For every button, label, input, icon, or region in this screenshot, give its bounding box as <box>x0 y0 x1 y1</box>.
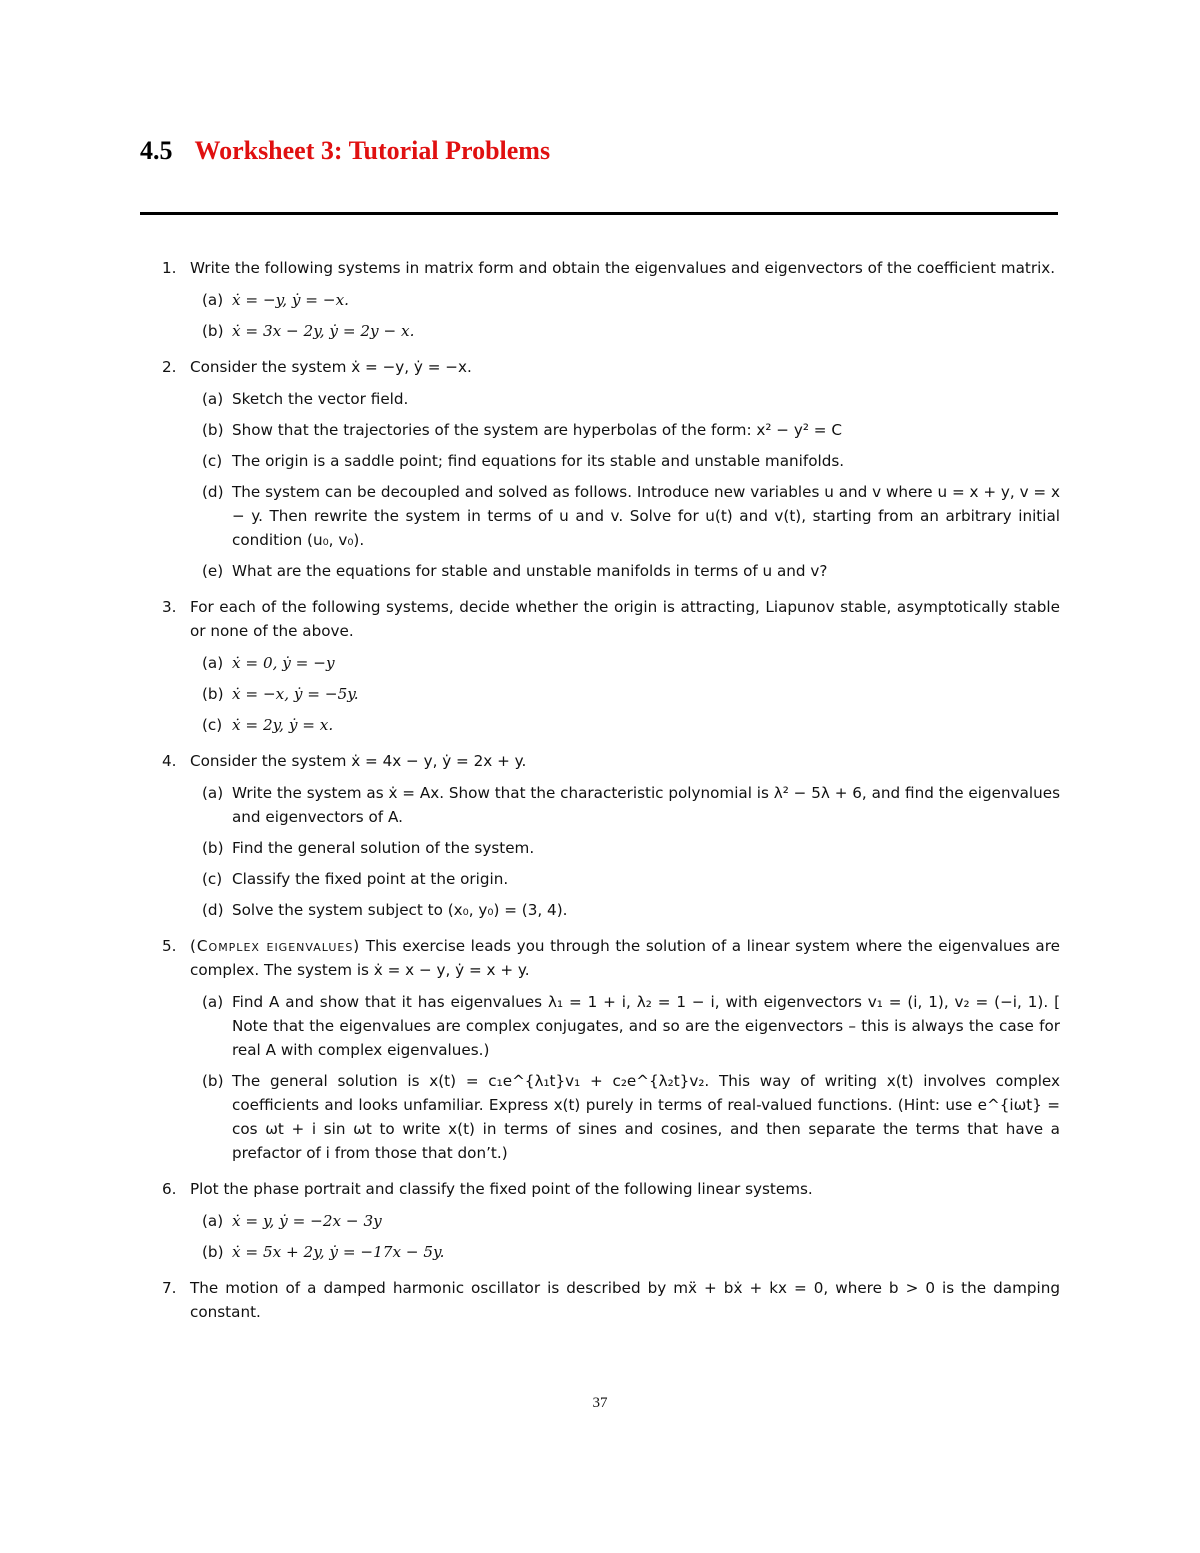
problem-part <box>190 713 1060 737</box>
part-text: ẋ = 5x + 2y, ẏ = −17x − 5y. <box>232 1243 445 1261</box>
part-label: (d) <box>202 901 224 919</box>
part-text: Find the general solution of the system. <box>232 839 535 857</box>
problem-5 <box>140 934 1060 1165</box>
problem-parts <box>190 781 1060 922</box>
problem-text: Plot the phase portrait and classify the fixed point of the following linear systems. <box>190 1180 813 1198</box>
problem-part <box>190 449 1060 473</box>
problem-part <box>190 990 1060 1062</box>
part-label: (b) <box>202 1243 224 1261</box>
problem-list <box>140 256 1060 1324</box>
problem-text: Consider the system ẋ = −y, ẏ = −x. <box>190 358 472 376</box>
part-text: Classify the fixed point at the origin. <box>232 870 509 888</box>
problem-part <box>190 288 1060 312</box>
problem-part <box>190 898 1060 922</box>
problem-7 <box>140 1276 1060 1324</box>
problem-number: 7. <box>162 1279 177 1297</box>
part-label: (b) <box>202 1072 224 1090</box>
part-label: (c) <box>202 716 223 734</box>
part-label: (b) <box>202 839 224 857</box>
part-text: What are the equations for stable and unstable manifolds in terms of u and v? <box>232 562 828 580</box>
part-label: (b) <box>202 421 224 439</box>
part-text: The general solution is x(t) = c₁e^{λ₁t}v₁ + c₂e^{λ₂t}v₂. This way of writing x(t) involves complex coefficients and looks unfamiliar. Express x(t) purely in terms of real-valued functions. (Hint: use e^{iωt} = cos ωt + i sin ωt to write x(t) in terms of sines and cosines, and then separate the terms that have a prefactor of i from those that don’t.) <box>232 1072 1060 1162</box>
problem-text: Write the following systems in matrix form and obtain the eigenvalues and eigenvectors of the coefficient matrix. <box>190 259 1056 277</box>
problem-part <box>190 867 1060 891</box>
problem-part <box>190 418 1060 442</box>
problem-topic-label: (Complex eigenvalues) <box>190 937 361 955</box>
part-text: The origin is a saddle point; find equations for its stable and unstable manifolds. <box>232 452 845 470</box>
problem-part <box>190 1240 1060 1264</box>
part-text: ẋ = −y, ẏ = −x. <box>232 291 349 309</box>
part-text: Show that the trajectories of the system are hyperbolas of the form: x² − y² = C <box>232 421 842 439</box>
part-label: (a) <box>202 1212 224 1230</box>
part-text: Sketch the vector field. <box>232 390 409 408</box>
section-heading <box>140 136 550 166</box>
part-text: ẋ = 3x − 2y, ẏ = 2y − x. <box>232 322 415 340</box>
part-label: (b) <box>202 322 224 340</box>
problem-part <box>190 319 1060 343</box>
problem-part <box>190 387 1060 411</box>
problem-2 <box>140 355 1060 583</box>
problem-1 <box>140 256 1060 343</box>
problem-parts <box>190 990 1060 1165</box>
part-label: (a) <box>202 654 224 672</box>
part-label: (a) <box>202 390 224 408</box>
problem-number: 3. <box>162 598 177 616</box>
part-label: (a) <box>202 993 224 1011</box>
problem-part <box>190 480 1060 552</box>
problem-parts <box>190 387 1060 583</box>
section-title: Worksheet 3: Tutorial Problems <box>194 136 551 165</box>
part-text: Solve the system subject to (x₀, y₀) = (3, 4). <box>232 901 568 919</box>
part-text: The system can be decoupled and solved as follows. Introduce new variables u and v where u = x + y, v = x − y. Then rewrite the system in terms of u and v. Solve for u(t) and v(t), starting from an arbitrary initial condition (u₀, v₀). <box>232 483 1060 549</box>
problem-parts <box>190 1209 1060 1264</box>
part-text: Find A and show that it has eigenvalues λ₁ = 1 + i, λ₂ = 1 − i, with eigenvectors v₁ = (i, 1), v₂ = (−i, 1). [ Note that the eigenvalues are complex conjugates, and so are the eigenvectors – this is always the case for real A with complex eigenvalues.) <box>232 993 1060 1059</box>
problem-text: The motion of a damped harmonic oscillator is described by mẍ + bẋ + kx = 0, where b > 0 is the damping constant. <box>190 1279 1060 1321</box>
part-text: Write the system as ẋ = Ax. Show that the characteristic polynomial is λ² − 5λ + 6, and find the eigenvalues and eigenvectors of A. <box>232 784 1060 826</box>
problem-part <box>190 651 1060 675</box>
problem-text: This exercise leads you through the solution of a linear system where the eigenvalues are complex. The system is ẋ = x − y, ẏ = x + y. <box>190 937 1060 979</box>
problem-4 <box>140 749 1060 922</box>
problem-number: 4. <box>162 752 177 770</box>
part-label: (a) <box>202 291 224 309</box>
part-text: ẋ = 0, ẏ = −y <box>232 654 335 672</box>
problem-part <box>190 559 1060 583</box>
part-label: (e) <box>202 562 224 580</box>
problem-parts <box>190 288 1060 343</box>
part-label: (b) <box>202 685 224 703</box>
part-text: ẋ = 2y, ẏ = x. <box>232 716 334 734</box>
part-text: ẋ = −x, ẏ = −5y. <box>232 685 359 703</box>
problem-list-container <box>140 256 1060 1336</box>
part-label: (c) <box>202 452 223 470</box>
problem-number: 1. <box>162 259 177 277</box>
problem-number: 2. <box>162 358 177 376</box>
part-text: ẋ = y, ẏ = −2x − 3y <box>232 1212 382 1230</box>
problem-part <box>190 781 1060 829</box>
page-number: 37 <box>592 1395 608 1411</box>
problem-part <box>190 836 1060 860</box>
part-label: (c) <box>202 870 223 888</box>
problem-part <box>190 1069 1060 1165</box>
section-number: 4.5 <box>140 136 173 165</box>
heading-rule <box>140 212 1058 215</box>
problem-3 <box>140 595 1060 737</box>
problem-number: 5. <box>162 937 177 955</box>
problem-part <box>190 1209 1060 1233</box>
problem-part <box>190 682 1060 706</box>
problem-text-block <box>190 934 1060 982</box>
problem-6 <box>140 1177 1060 1264</box>
problem-text: For each of the following systems, decide whether the origin is attracting, Liapunov stable, asymptotically stable or none of the above. <box>190 598 1060 640</box>
part-label: (a) <box>202 784 224 802</box>
problem-parts <box>190 651 1060 737</box>
problem-number: 6. <box>162 1180 177 1198</box>
part-label: (d) <box>202 483 224 501</box>
problem-text: Consider the system ẋ = 4x − y, ẏ = 2x + y. <box>190 752 527 770</box>
